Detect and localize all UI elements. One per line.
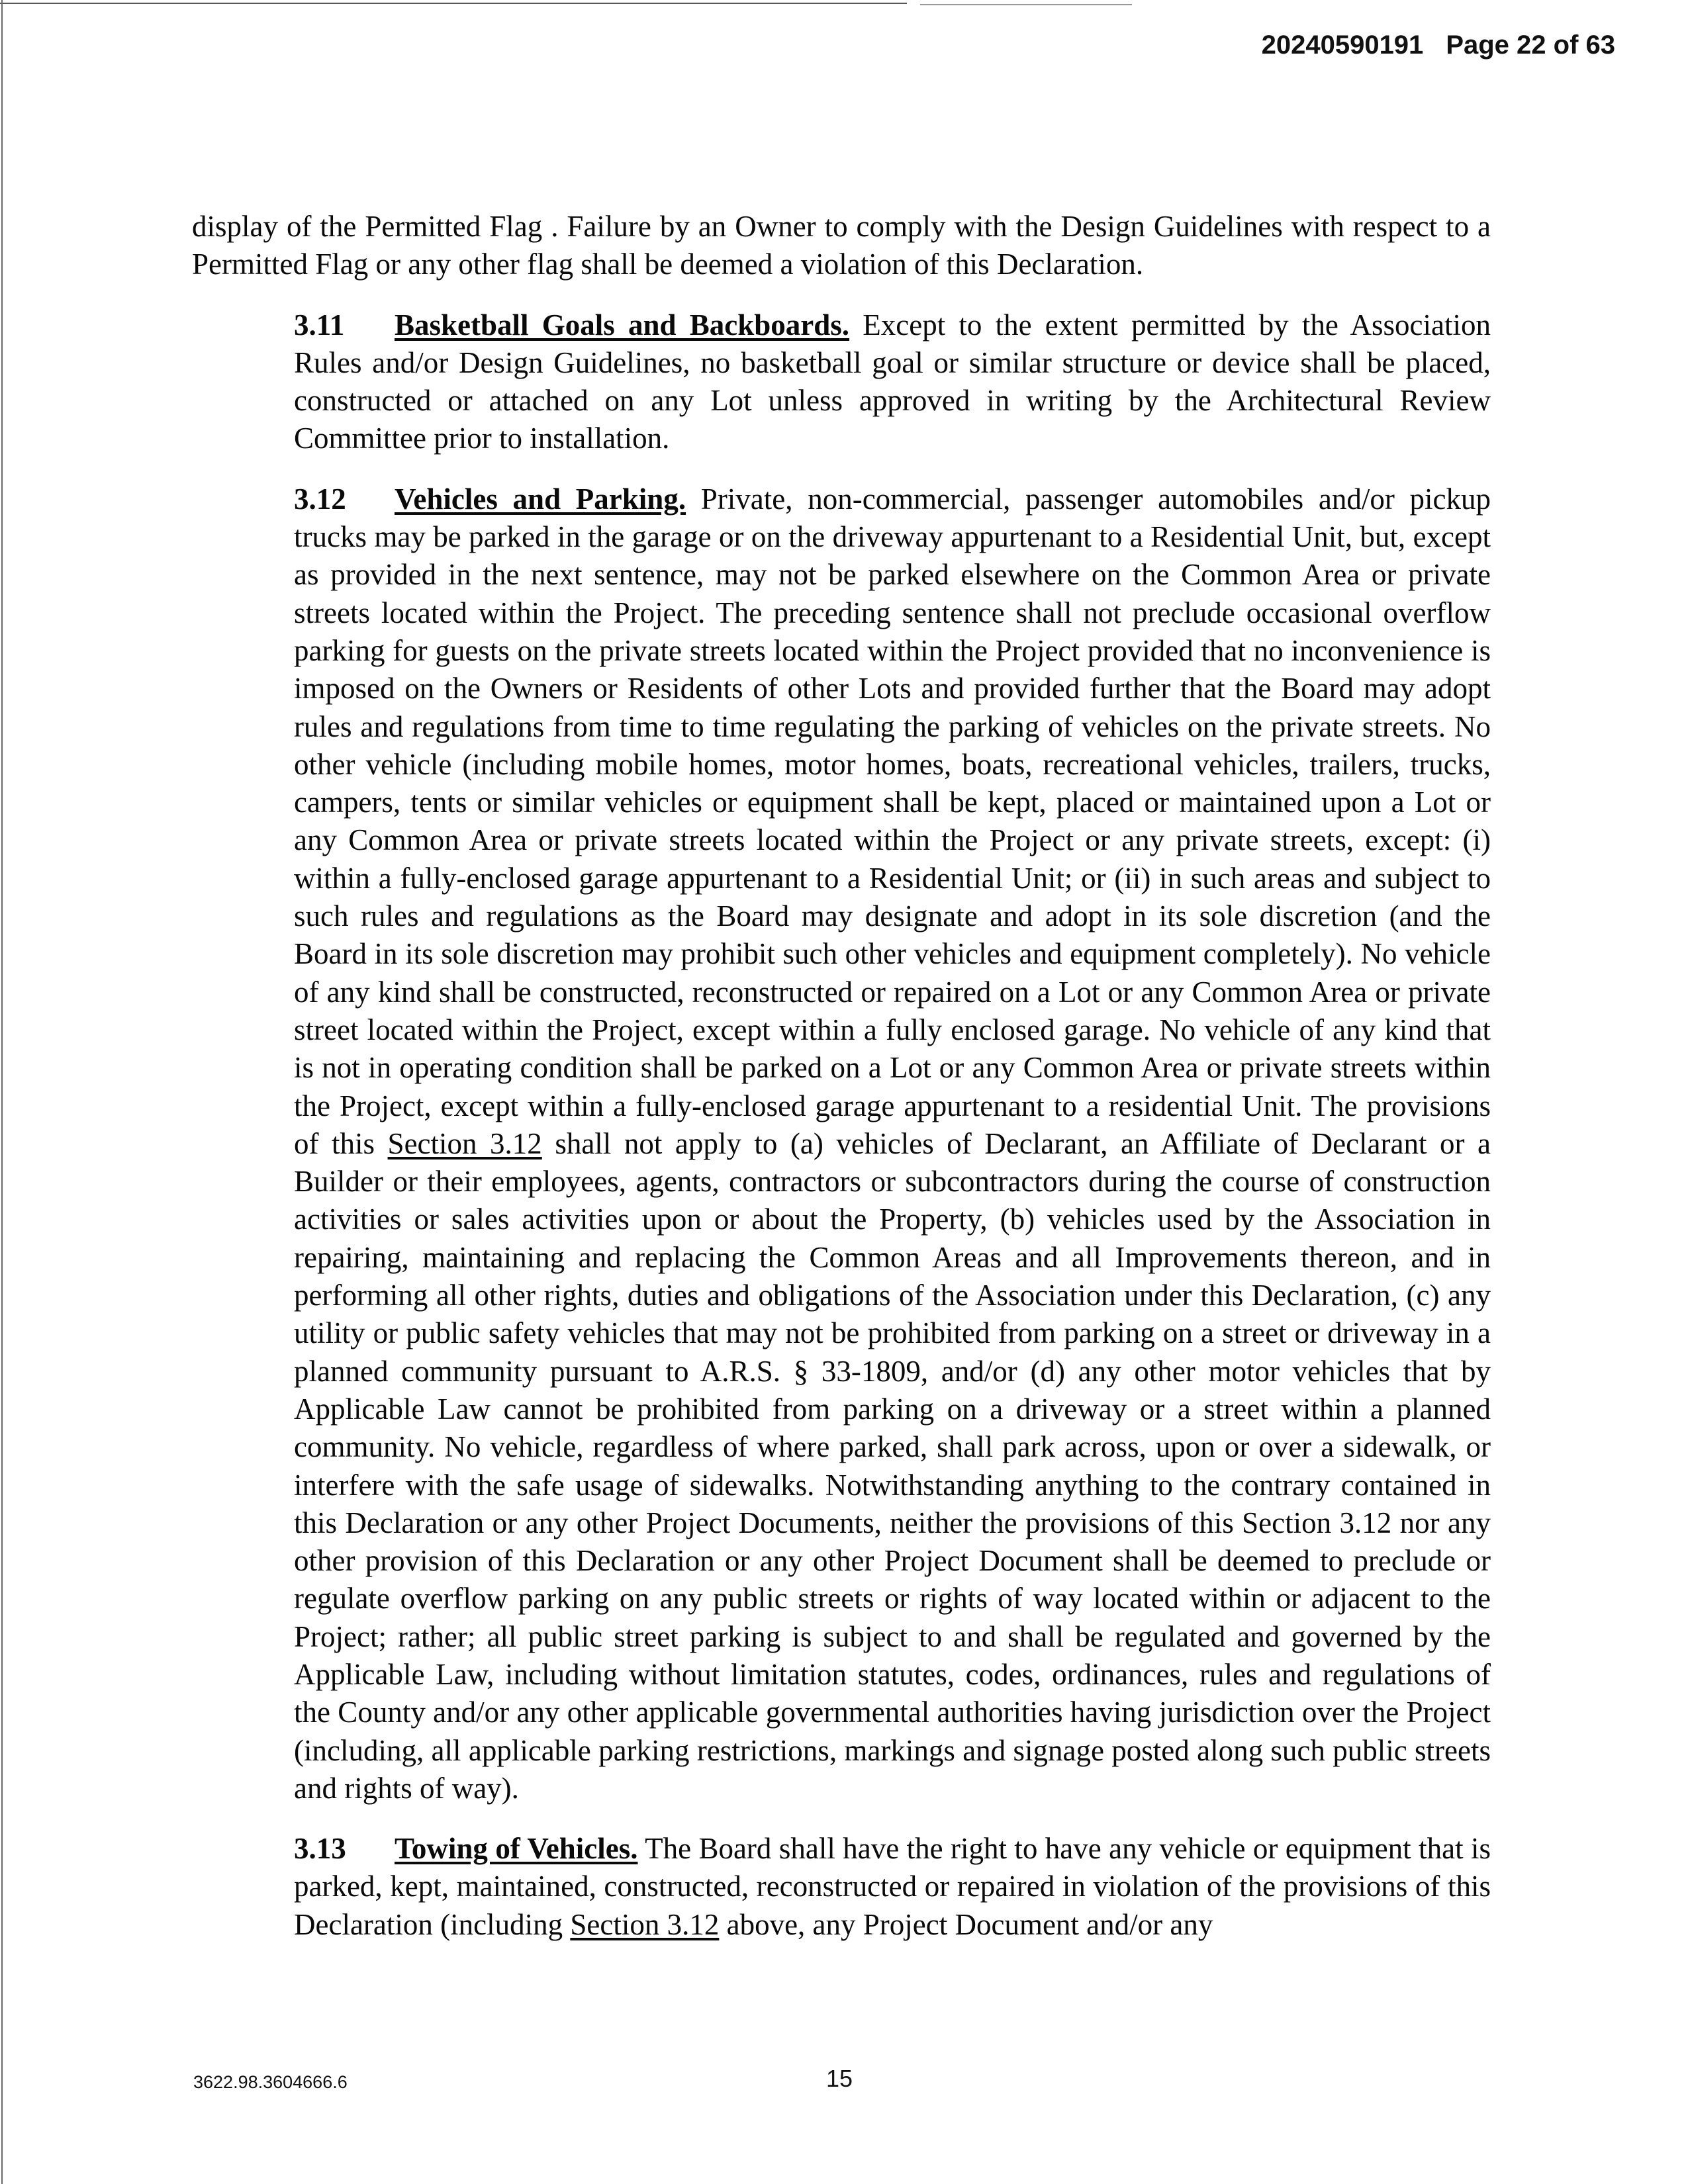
section-number: 3.12 — [294, 482, 346, 516]
recording-number: 20240590191 — [1261, 30, 1424, 60]
section-text: Except to the extent permitted by the Association Rules and/or Design Guidelines, no basketball goal or similar structure or device shall be placed, constructed or attached on any Lot unless approved in writing by the Architectural Review Committee prior to installation. — [294, 308, 1491, 455]
page-header — [1262, 30, 1615, 60]
page-indicator: Page 22 of 63 — [1446, 30, 1615, 60]
section-number: 3.13 — [294, 1832, 346, 1866]
section-title: Vehicles and Parking. — [395, 482, 686, 516]
scan-edge-line — [1, 0, 3, 2184]
section-number: 3.11 — [294, 308, 345, 341]
section-title: Basketball Goals and Backboards. — [395, 308, 850, 341]
section-3-11 — [192, 306, 1491, 458]
document-body — [192, 208, 1491, 1966]
section-reference: Section 3.12 — [570, 1907, 720, 1941]
section-text: shall not apply to (a) vehicles of Declarant, an Affiliate of Declarant or a Builder or their employees, agents, contractors or subcontractors during the course of construction activities or sales activities upon or about the Property, (b) vehicles used by the Association in repairing, maintaining and replacing the Common Areas and all Improvements thereon, and in performing all other rights, duties and obligations of the Association under this Declaration, (c) any utility or public safety vehicles that may not be prohibited from parking on a street or driveway in a planned community pursuant to A.R.S. § 33-1809, and/or (d) any other motor vehicles that by Applicable Law cannot be prohibited from parking on a driveway or a street within a planned community. No vehicle, regardless of where parked, shall park across, upon or over a sidewalk, or interfere with the safe usage of sidewalks. Notwithstanding anything to the contrary contained in this Declaration or any other Project Documents, neither the provisions of this Section 3.12 nor any other provision of this Declaration or any other Project Document shall be deemed to preclude or regulate overflow parking on any public streets or rights of way located within or adjacent to the Project; rather; all public street parking is subject to and shall be regulated and governed by the Applicable Law, including without limitation statutes, codes, ordinances, rules and regulations of the County and/or any other applicable governmental authorities having jurisdiction over the Project (including, all applicable parking restrictions, markings and signage posted along such public streets and rights of way). — [294, 1126, 1491, 1805]
continuation-paragraph: display of the Permitted Flag . Failure by an Owner to comply with the Design Guidelines with respect to a Permitted Flag or any other flag shall be deemed a violation of this Declaration. — [192, 210, 1491, 281]
footer-document-id: 3622.98.3604666.6 — [193, 2072, 348, 2092]
section-text: above, any Project Document and/or any — [719, 1907, 1213, 1941]
section-reference: Section 3.12 — [387, 1126, 542, 1160]
scan-edge-line — [920, 4, 1132, 5]
footer-page-number: 15 — [826, 2065, 853, 2092]
section-3-12 — [192, 480, 1491, 1807]
section-title: Towing of Vehicles. — [395, 1832, 638, 1866]
section-text: The Board shall have the right to have any vehicle or equipment that is parked, kept, maintained, constructed, reconstructed or repaired in violation of the provisions of this Declaration (including — [294, 1832, 1491, 1941]
section-3-13 — [192, 1830, 1491, 1944]
scan-edge-line — [0, 3, 907, 4]
section-text: Private, non-commercial, passenger automobiles and/or pickup trucks may be parked in the garage or on the driveway appurtenant to a Residential Unit, but, except as provided in the next sentence, may not be parked elsewhere on the Common Area or private streets located within the Project. The preceding sentence shall not preclude occasional overflow parking for guests on the private streets located within the Project provided that no inconvenience is imposed on the Owners or Residents of other Lots and provided further that the Board may adopt rules and regulations from time to time regulating the parking of vehicles on the private streets. No other vehicle (including mobile homes, motor homes, boats, recreational vehicles, trailers, trucks, campers, tents or similar vehicles or equipment shall be kept, placed or maintained upon a Lot or any Common Area or private streets located within the Project or any private streets, except: (i) within a fully-enclosed garage appurtenant to a Residential Unit; or (ii) in such areas and subject to such rules and regulations as the Board may designate and adopt in its sole discretion (and the Board in its sole discretion may prohibit such other vehicles and equipment completely). No vehicle of any kind shall be constructed, reconstructed or repaired on a Lot or any Common Area or private street located within the Project, except within a fully enclosed garage. No vehicle of any kind that is not in operating condition shall be parked on a Lot or any Common Area or private streets within the Project, except within a fully-enclosed garage appurtenant to a residential Unit. The provisions of this — [294, 482, 1491, 1160]
